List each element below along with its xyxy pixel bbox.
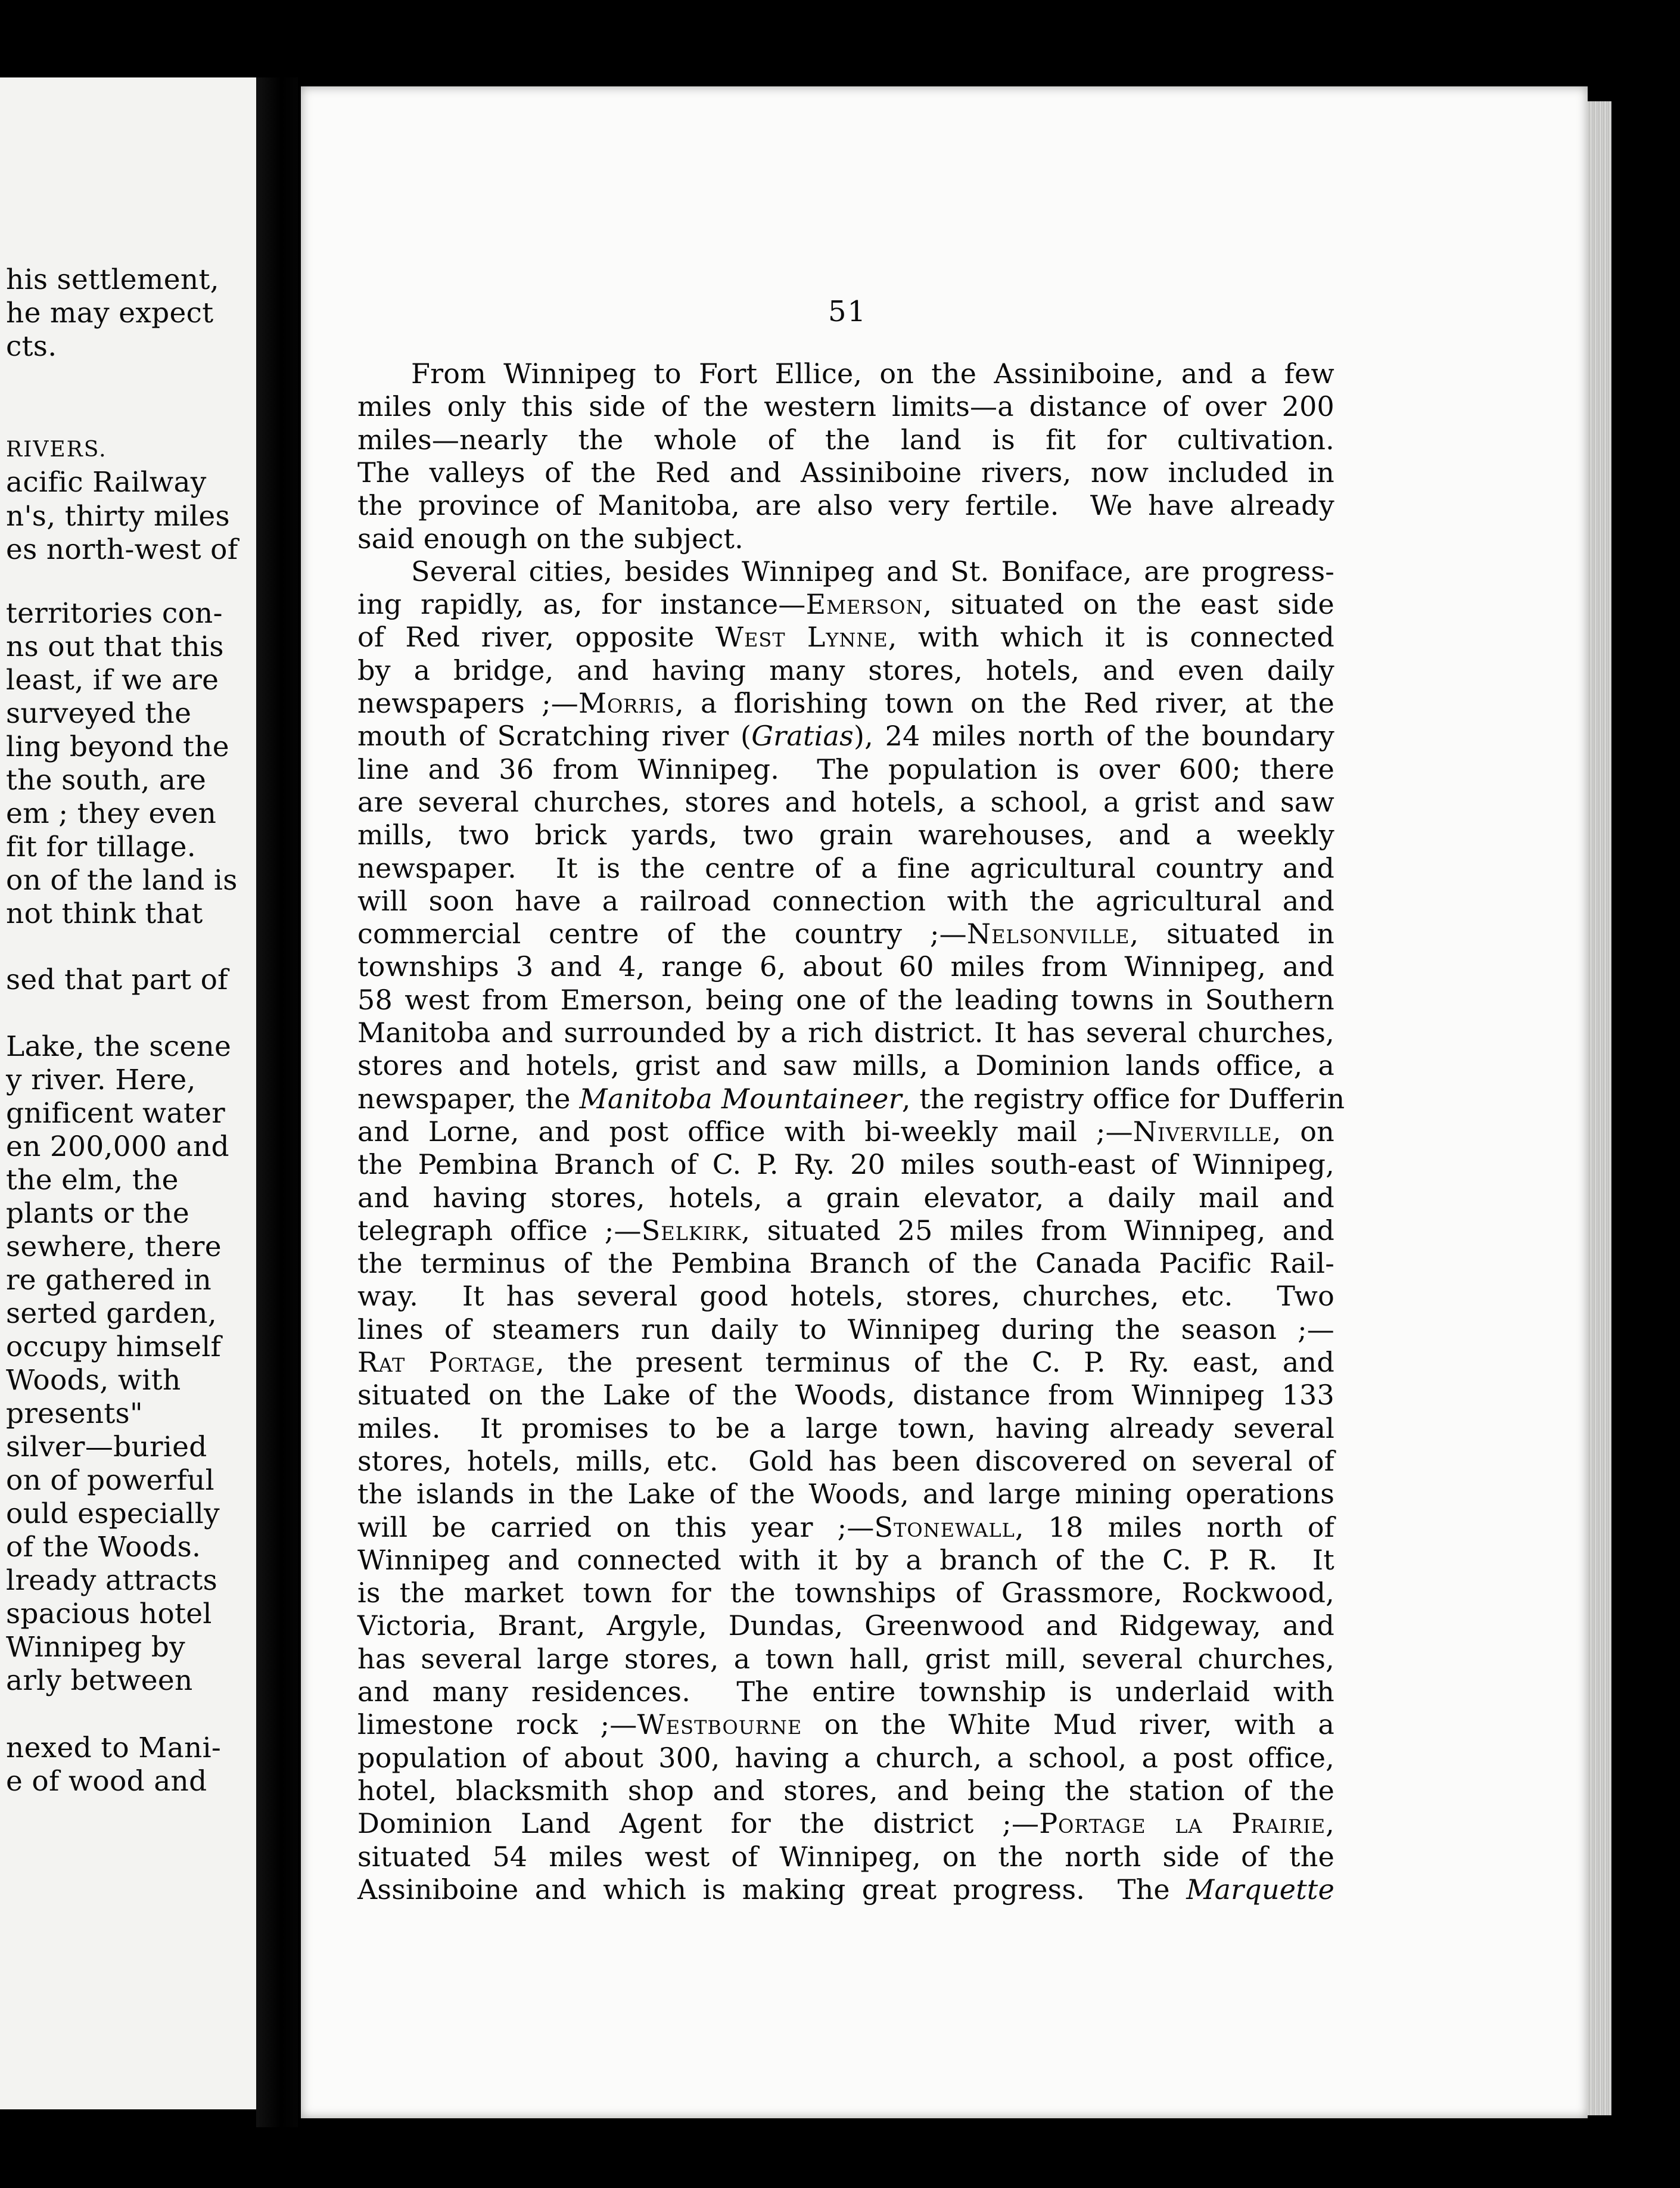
text-run: Victoria, Brant, Argyle, Dundas, Greenwood and Ridgeway, and [357, 1609, 1334, 1642]
italic-text: Manitoba Mountaineer [579, 1082, 902, 1115]
left-page-line: territories con- [6, 597, 223, 630]
text-run: , situated on the east side [923, 588, 1334, 621]
left-facing-page [0, 77, 256, 2109]
body-line [357, 489, 1334, 522]
left-page-line: re gathered in [6, 1264, 212, 1297]
left-page-line: RIVERS. [6, 437, 107, 462]
text-run: ), 24 miles north of the boundary [853, 720, 1334, 753]
text-run: , on [1272, 1115, 1334, 1148]
body-line [357, 1049, 1334, 1082]
body-line [357, 555, 1334, 588]
text-run: , with which it is connected [888, 621, 1335, 654]
body-line [357, 1511, 1334, 1544]
place-name: Niverville [1133, 1115, 1273, 1148]
body-line [357, 885, 1334, 918]
text-run: 58 west from Emerson, being one of the leading towns in Southern [357, 983, 1334, 1016]
body-line [357, 1708, 1334, 1741]
body-line [357, 1214, 1334, 1247]
body-line [357, 523, 1334, 555]
body-line [357, 1182, 1334, 1214]
text-run: limestone rock ;— [357, 1708, 637, 1741]
left-page-line: ns out that this [6, 630, 224, 663]
left-page-line: acific Railway [6, 466, 207, 499]
text-run: hotel, blacksmith shop and stores, and being the station of the [357, 1774, 1334, 1807]
body-line [357, 588, 1334, 621]
text-run: on the White Mud river, with a [802, 1708, 1334, 1741]
text-run: is the market town for the townships of Grassmore, Rockwood, [357, 1577, 1334, 1609]
place-name: Rat Portage [357, 1346, 536, 1378]
body-line [357, 654, 1334, 687]
text-run: newspapers ;— [357, 687, 578, 719]
body-line [357, 1115, 1334, 1148]
italic-text: Gratias [751, 720, 854, 753]
text-run: , [1326, 1807, 1334, 1840]
text-run: will soon have a railroad connection with the agricultural and [357, 884, 1334, 917]
left-page-line: fit for tillage. [6, 831, 196, 863]
text-run: line and 36 from Winnipeg. The population is over 600; there [357, 753, 1334, 785]
left-page-line: Winnipeg by [6, 1631, 185, 1664]
body-line [357, 918, 1334, 950]
text-run: Assiniboine and which is making great progress. The [357, 1873, 1187, 1906]
left-page-line: sewhere, there [6, 1230, 222, 1263]
text-run: Several cities, besides Winnipeg and St. Boniface, are progress- [411, 555, 1334, 588]
left-page-line: cts. [6, 330, 57, 363]
text-run: , 18 miles north of [1015, 1511, 1334, 1543]
text-run: Winnipeg and connected with it by a branch of the C. P. R. It [357, 1543, 1334, 1576]
text-run: by a bridge, and having many stores, hotels, and even daily [357, 654, 1334, 686]
body-line [357, 984, 1334, 1017]
text-run: has several large stores, a town hall, grist mill, several churches, [357, 1642, 1334, 1675]
left-page-line: occupy himself [6, 1331, 222, 1363]
left-page-line: n's, thirty miles [6, 500, 230, 533]
body-line [357, 1247, 1334, 1280]
text-run: and Lorne, and post office with bi-weekly mail ;— [357, 1115, 1133, 1148]
text-run: way. It has several good hotels, stores, churches, etc. Two [357, 1280, 1334, 1313]
body-line [357, 1577, 1334, 1609]
left-page-line: least, if we are [6, 664, 219, 697]
body-line [357, 720, 1334, 753]
place-name: Stonewall [874, 1511, 1015, 1543]
text-run: the islands in the Lake of the Woods, and large mining operations [357, 1478, 1334, 1511]
left-page-line: not think that [6, 897, 203, 930]
left-page-line: y river. Here, [6, 1064, 196, 1096]
body-line [357, 1544, 1334, 1577]
text-run: , situated 25 miles from Winnipeg, and [741, 1214, 1334, 1247]
italic-text: Marquette [1186, 1873, 1334, 1906]
body-line [357, 1346, 1334, 1379]
text-run: the province of Manitoba, are also very fertile. We have already [357, 489, 1334, 522]
text-run: situated on the Lake of the Woods, distance from Winnipeg 133 [357, 1379, 1334, 1412]
text-run: Dominion Land Agent for the district ;— [357, 1807, 1040, 1840]
body-line [357, 1643, 1334, 1676]
place-name: Morris [578, 687, 676, 719]
text-run: newspaper. It is the centre of a fine agricultural country and [357, 851, 1334, 884]
left-page-line: em ; they even [6, 797, 217, 830]
left-page-line: his settlement, [6, 263, 219, 296]
left-page-line: ling beyond the [6, 731, 229, 763]
body-line [357, 950, 1334, 983]
place-name: West Lynne [715, 621, 888, 654]
left-page-line: plants or the [6, 1197, 189, 1230]
text-run: stores, hotels, mills, etc. Gold has been discovered on several of [357, 1444, 1334, 1477]
text-run: the terminus of the Pembina Branch of the Canada Pacific Rail- [357, 1247, 1334, 1280]
body-line [357, 753, 1334, 786]
body-line [357, 1742, 1334, 1774]
place-name: Westbourne [637, 1708, 802, 1741]
text-run: population of about 300, having a church, a school, a post office, [357, 1741, 1334, 1774]
left-page-line: on of the land is [6, 864, 238, 897]
body-line [357, 1841, 1334, 1873]
body-line [357, 1609, 1334, 1642]
left-page-line: the elm, the [6, 1164, 179, 1196]
book-gutter [256, 77, 298, 2127]
body-line [357, 1017, 1334, 1049]
body-line [357, 456, 1334, 489]
place-name: Emerson [805, 588, 923, 621]
text-run: commercial centre of the country ;— [357, 918, 967, 950]
left-page-line: he may expect [6, 297, 214, 330]
text-run: newspaper, the [357, 1082, 580, 1115]
place-name: Nelsonville [966, 918, 1130, 950]
body-line [357, 1148, 1334, 1181]
text-run: townships 3 and 4, range 6, about 60 miles from Winnipeg, and [357, 950, 1334, 983]
body-line [357, 1676, 1334, 1708]
text-run: will be carried on this year ;— [357, 1511, 875, 1543]
left-page-line: arly between [6, 1664, 193, 1697]
text-run: The valleys of the Red and Assiniboine rivers, now included in [357, 456, 1334, 489]
text-run: and having stores, hotels, a grain elevator, a daily mail and [357, 1181, 1334, 1214]
left-page-line: presents" [6, 1397, 143, 1430]
body-line [357, 1774, 1334, 1807]
text-run: situated 54 miles west of Winnipeg, on the north side of the [357, 1840, 1334, 1873]
left-page-line: Lake, the scene [6, 1030, 232, 1063]
text-run: of Red river, opposite [357, 621, 715, 654]
body-line [357, 424, 1334, 456]
left-page-line: of the Woods. [6, 1531, 201, 1564]
body-line [357, 1313, 1334, 1346]
text-run: , the present terminus of the C. P. Ry. east, and [536, 1346, 1334, 1378]
body-line [357, 1379, 1334, 1412]
page-edge [1588, 101, 1611, 2115]
body-line [357, 852, 1334, 885]
body-line [357, 1445, 1334, 1478]
body-line [357, 1280, 1334, 1313]
body-line [357, 1807, 1334, 1840]
place-name: Portage la Prairie [1039, 1807, 1326, 1840]
left-page-line: ould especially [6, 1497, 220, 1530]
left-page-line: spacious hotel [6, 1598, 212, 1630]
left-page-line: sed that part of [6, 964, 228, 996]
body-line [357, 687, 1334, 720]
body-line [357, 358, 1334, 390]
body-line [357, 1478, 1334, 1511]
text-run: miles—nearly the whole of the land is fit for cultivation. [357, 423, 1334, 456]
text-run: and many residences. The entire township is underlaid with [357, 1676, 1334, 1708]
left-page-line: en 200,000 and [6, 1130, 229, 1163]
text-run: the Pembina Branch of C. P. Ry. 20 miles south-east of Winnipeg, [357, 1148, 1334, 1181]
text-run: said enough on the subject. [357, 522, 744, 555]
place-name: Selkirk [641, 1214, 742, 1247]
left-page-line: serted garden, [6, 1297, 217, 1330]
body-line [357, 1873, 1334, 1906]
text-run: mills, two brick yards, two grain warehouses, and a weekly [357, 819, 1334, 851]
left-page-line: Woods, with [6, 1364, 181, 1397]
text-run: mouth of Scratching river ( [357, 720, 752, 753]
left-page-line: silver—buried [6, 1431, 207, 1463]
left-page-line: es north-west of [6, 533, 238, 566]
body-line [357, 1082, 1345, 1115]
body-line [357, 819, 1334, 851]
text-run: lines of steamers run daily to Winnipeg during the season ;— [357, 1313, 1334, 1345]
left-page-line: the south, are [6, 764, 207, 797]
text-run: , a florishing town on the Red river, at the [675, 687, 1334, 719]
left-page-line: on of powerful [6, 1464, 214, 1497]
body-line [357, 390, 1334, 423]
left-page-line: gnificent water [6, 1097, 225, 1130]
body-line [357, 621, 1334, 654]
left-page-line: surveyed the [6, 697, 192, 730]
text-run: Manitoba and surrounded by a rich district. It has several churches, [357, 1017, 1334, 1049]
text-run: , the registry office for Dufferin [901, 1082, 1345, 1115]
text-run: From Winnipeg to Fort Ellice, on the Assiniboine, and a few [411, 358, 1334, 390]
text-run: , situated in [1130, 918, 1334, 950]
text-run: ing rapidly, as, for instance— [357, 588, 806, 621]
body-line [357, 1412, 1334, 1445]
page-number: 51 [828, 295, 867, 328]
body-line [357, 786, 1334, 819]
text-run: are several churches, stores and hotels, a school, a grist and saw [357, 785, 1334, 818]
text-run: stores and hotels, grist and saw mills, a Dominion lands office, a [357, 1049, 1334, 1082]
left-page-line: lready attracts [6, 1564, 218, 1597]
left-page-line: nexed to Mani- [6, 1732, 222, 1764]
text-run: miles. It promises to be a large town, having already several [357, 1412, 1334, 1444]
text-run: miles only this side of the western limits—a distance of over 200 [357, 390, 1334, 423]
left-page-line: e of wood and [6, 1765, 207, 1798]
text-run: telegraph office ;— [357, 1214, 642, 1247]
